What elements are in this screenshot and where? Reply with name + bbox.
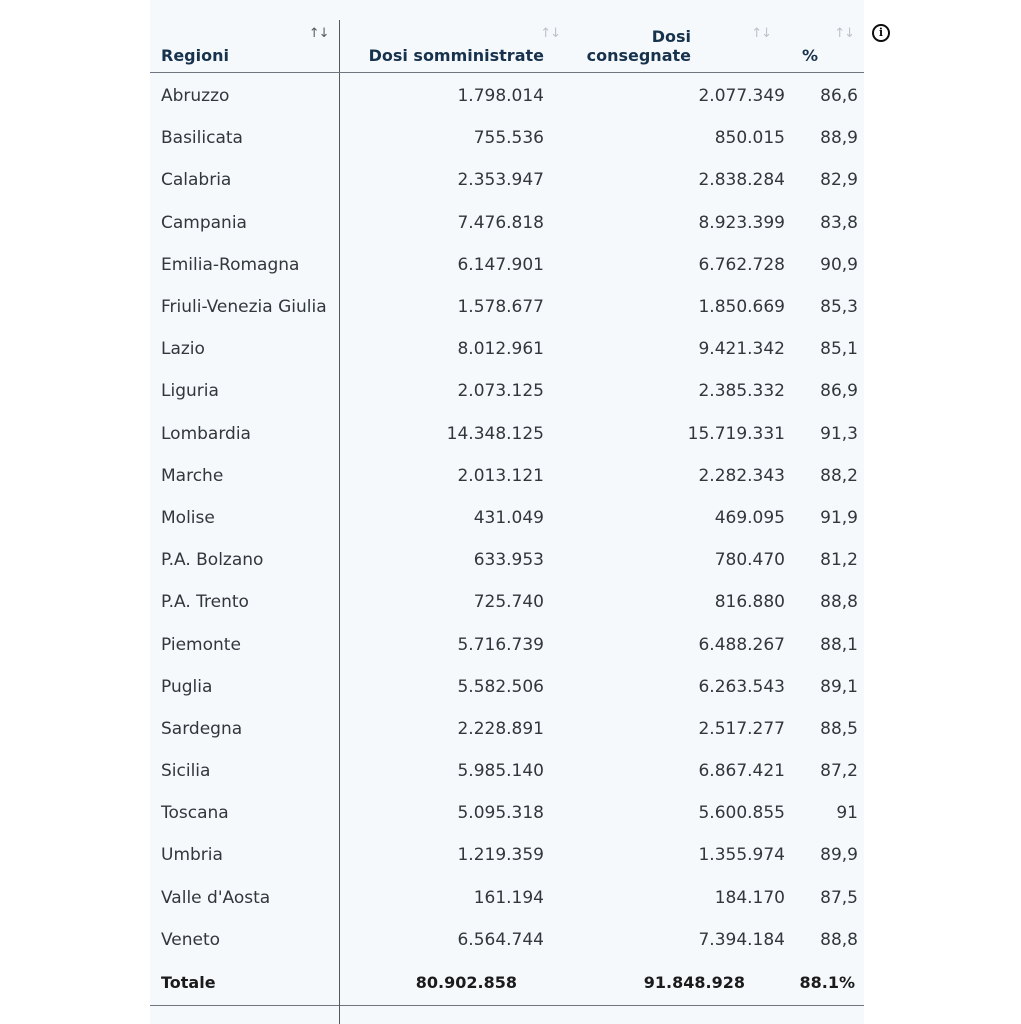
cell-administered: 1.798.014 (457, 86, 544, 107)
cell-delivered: 2.077.349 (698, 86, 785, 107)
table-row (150, 413, 864, 455)
cell-delivered: 6.762.728 (698, 254, 785, 275)
cell-delivered: 850.015 (714, 128, 785, 149)
cell-delivered: 1.850.669 (698, 297, 785, 318)
cell-delivered: 7.394.184 (698, 929, 785, 950)
cell-administered: 2.013.121 (457, 465, 544, 486)
table-row (150, 286, 864, 328)
cell-delivered: 5.600.855 (698, 803, 785, 824)
cell-administered: 6.147.901 (457, 254, 544, 275)
cell-region: Veneto (150, 919, 339, 961)
cell-delivered: 15.719.331 (687, 423, 785, 444)
cell-region: Sicilia (150, 750, 339, 792)
cell-administered: 14.348.125 (446, 423, 544, 444)
table-row (150, 877, 864, 919)
total-administered: 80.902.858 (339, 961, 586, 1006)
cell-region: Umbria (150, 834, 339, 876)
cell-region: P.A. Trento (150, 581, 339, 623)
cell-administered: 1.219.359 (457, 845, 544, 866)
cell-delivered: 469.095 (714, 507, 785, 528)
table-row (150, 202, 864, 244)
cell-delivered: 8.923.399 (698, 212, 785, 233)
cell-delivered: 2.838.284 (698, 170, 785, 191)
table-row (150, 750, 864, 792)
cell-delivered: 2.385.332 (698, 381, 785, 402)
cell-delivered: 816.880 (714, 592, 785, 613)
cell-region: Lazio (150, 328, 339, 370)
cell-delivered: 1.355.974 (698, 845, 785, 866)
cell-percent: 87,5 (820, 887, 858, 908)
cell-administered: 5.716.739 (457, 634, 544, 655)
cell-percent: 87,2 (820, 761, 858, 782)
cell-percent: 88,9 (820, 128, 858, 149)
table-row (150, 539, 864, 581)
cell-percent: 91,9 (820, 507, 858, 528)
cell-region: Calabria (150, 159, 339, 201)
cell-region: Campania (150, 202, 339, 244)
column-header-region[interactable] (150, 20, 339, 73)
total-percent: 88.1% (795, 961, 864, 1006)
table-row (150, 792, 864, 834)
cell-percent: 86,9 (820, 381, 858, 402)
cell-percent: 88,8 (820, 929, 858, 950)
table-row (150, 708, 864, 750)
total-delivered: 91.848.928 (586, 961, 795, 1006)
cell-delivered: 2.517.277 (698, 718, 785, 739)
table-row (150, 328, 864, 370)
cell-administered: 431.049 (473, 507, 544, 528)
cell-delivered: 184.170 (714, 887, 785, 908)
cell-administered: 6.564.744 (457, 929, 544, 950)
cell-percent: 86,6 (820, 86, 858, 107)
cell-percent: 85,3 (820, 297, 858, 318)
column-header-label: Regioni (161, 46, 229, 65)
cell-delivered: 6.263.543 (698, 676, 785, 697)
column-header-label: Dosi somministrate (368, 46, 544, 65)
column-header-label: % (802, 46, 819, 65)
column-header-administered[interactable] (339, 20, 586, 73)
cell-percent: 90,9 (820, 254, 858, 275)
cell-administered: 2.073.125 (457, 381, 544, 402)
total-label: Totale (150, 961, 339, 1006)
cell-region: Marche (150, 455, 339, 497)
cell-percent: 89,9 (820, 845, 858, 866)
cell-percent: 88,5 (820, 718, 858, 739)
cell-percent: 91,3 (820, 423, 858, 444)
cell-delivered: 9.421.342 (698, 339, 785, 360)
cell-region: Liguria (150, 370, 339, 412)
cell-delivered: 2.282.343 (698, 465, 785, 486)
cell-percent: 91 (836, 803, 858, 824)
table-row (150, 497, 864, 539)
table-row (150, 834, 864, 876)
cell-administered: 755.536 (473, 128, 544, 149)
cell-region: Sardegna (150, 708, 339, 750)
column-divider (339, 1004, 340, 1024)
cell-region: P.A. Bolzano (150, 539, 339, 581)
cell-delivered: 6.488.267 (698, 634, 785, 655)
cell-region: Molise (150, 497, 339, 539)
sort-icon[interactable]: ↑↓ (834, 26, 854, 41)
sort-icon[interactable]: ↑↓ (540, 26, 560, 41)
table-row (150, 581, 864, 623)
cell-region: Piemonte (150, 623, 339, 665)
column-header-delivered[interactable] (586, 20, 795, 73)
table-row (150, 244, 864, 286)
cell-percent: 88,8 (820, 592, 858, 613)
info-icon[interactable]: i (872, 24, 890, 42)
sort-icon[interactable]: ↑↓ (751, 26, 771, 41)
table-row (150, 919, 864, 961)
cell-administered: 8.012.961 (457, 339, 544, 360)
cell-percent: 83,8 (820, 212, 858, 233)
table-row (150, 117, 864, 159)
cell-region: Lombardia (150, 413, 339, 455)
cell-percent: 85,1 (820, 339, 858, 360)
cell-region: Friuli-Venezia Giulia (150, 286, 339, 328)
cell-percent: 88,1 (820, 634, 858, 655)
cell-administered: 633.953 (473, 550, 544, 571)
column-header-label: Dosi consegnate (586, 27, 691, 65)
cell-delivered: 6.867.421 (698, 761, 785, 782)
table-row (150, 159, 864, 201)
cell-administered: 2.353.947 (457, 170, 544, 191)
cell-region: Toscana (150, 792, 339, 834)
cell-administered: 7.476.818 (457, 212, 544, 233)
cell-administered: 725.740 (473, 592, 544, 613)
cell-administered: 161.194 (473, 887, 544, 908)
cell-administered: 2.228.891 (457, 718, 544, 739)
cell-percent: 88,2 (820, 465, 858, 486)
table-total-row (150, 961, 864, 1006)
sort-icon[interactable]: ↑↓ (308, 26, 329, 41)
vaccine-doses-table (150, 20, 864, 1006)
cell-administered: 5.095.318 (457, 803, 544, 824)
table-header-row (150, 20, 864, 73)
cell-administered: 5.985.140 (457, 761, 544, 782)
table-row (150, 370, 864, 412)
cell-percent: 81,2 (820, 550, 858, 571)
cell-delivered: 780.470 (714, 550, 785, 571)
cell-region: Puglia (150, 666, 339, 708)
table-row (150, 73, 864, 118)
cell-administered: 5.582.506 (457, 676, 544, 697)
column-header-percent[interactable] (795, 20, 864, 73)
cell-region: Basilicata (150, 117, 339, 159)
cell-region: Emilia-Romagna (150, 244, 339, 286)
cell-region: Valle d'Aosta (150, 877, 339, 919)
cell-administered: 1.578.677 (457, 297, 544, 318)
cell-percent: 82,9 (820, 170, 858, 191)
table-row (150, 623, 864, 665)
table-row (150, 455, 864, 497)
table-row (150, 666, 864, 708)
cell-percent: 89,1 (820, 676, 858, 697)
cell-region: Abruzzo (150, 73, 339, 118)
